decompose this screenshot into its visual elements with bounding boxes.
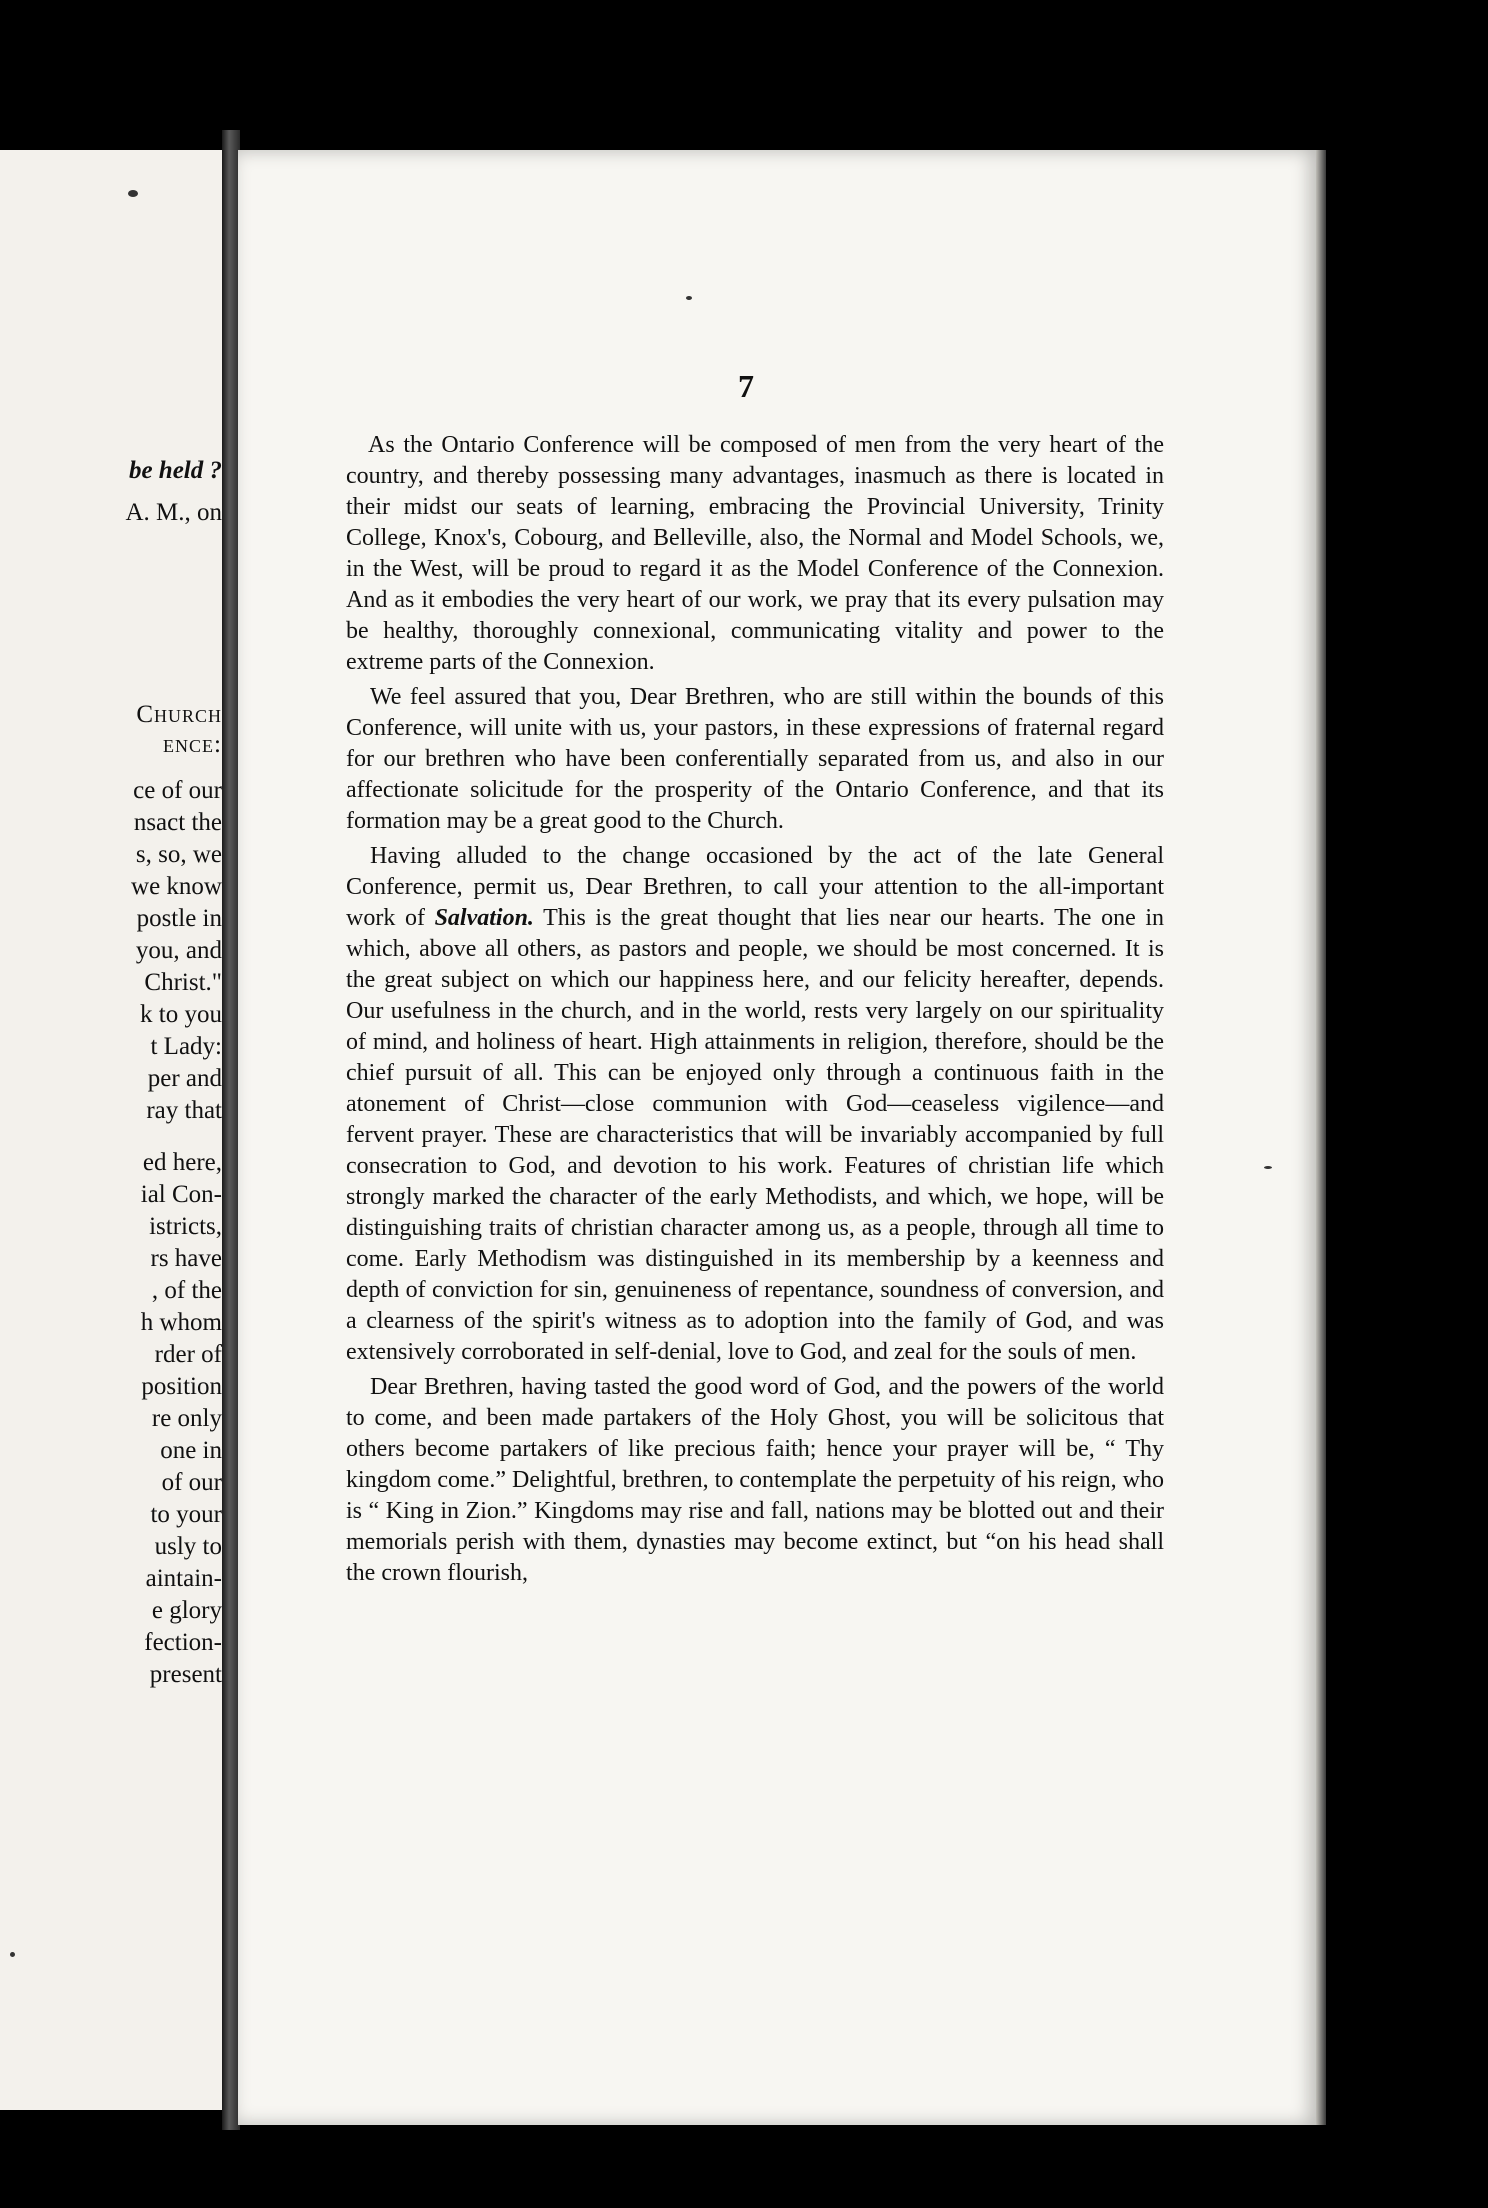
left-page-line: postle in [136, 905, 222, 932]
left-page-line: nsact the [133, 809, 222, 836]
left-page-line: istricts, [149, 1213, 222, 1240]
left-page-line: e glory [151, 1597, 222, 1624]
left-page-line: fection- [144, 1629, 222, 1656]
paragraph-salvation-intro: Having alluded to the change occasioned by the act of the late General Conference, permit us, Dear Brethren, to call your attention to the all-important work of [346, 843, 1164, 931]
left-page-line: usly to [154, 1533, 222, 1560]
left-page-line: present [149, 1661, 222, 1688]
left-page-line: ed here, [142, 1149, 222, 1176]
left-page-line: , of the [151, 1277, 222, 1304]
left-page-line: per and [147, 1065, 222, 1092]
left-page-line: of our [161, 1469, 222, 1496]
salvation-emphasis: Salvation. [434, 905, 534, 931]
page-edge-shadow [1316, 150, 1326, 2125]
page-number: 7 [738, 368, 754, 404]
left-page-line: rs have [150, 1245, 222, 1272]
left-page-line: ial Con- [140, 1181, 222, 1208]
scan-speck [10, 1952, 15, 1957]
scan-speck [686, 296, 692, 300]
left-page-line: re only [151, 1405, 222, 1432]
left-page-line: to your [150, 1501, 222, 1528]
left-page-line: one in [160, 1437, 222, 1464]
paragraph-salvation [346, 841, 1164, 1368]
paragraph-salvation-body: This is the great thought that lies near our hearts. The one in which, above all others, as pastors and people, we should be most concerned. It is the great subject on which our happiness here, and our felicity hereafter, depends. Our usefulness in the church, and in the world, rests very largely on our spirituality of mind, and holiness of heart. High attainments in religion, therefore, should be the chief pursuit of all. This can be enjoyed only through a continuous faith in the atonement of Christ—close communion with God—ceaseless vigilence—and fervent prayer. These are characteristics that will be invariably accompanied by full consecration to God, and devotion to his work. Features of christian life which strongly marked the character of the early Methodists, and which, we hope, will be distinguishing traits of christian character among us, as a people, through all time to come. Early Methodism was distinguished in its membership by a keenness and depth of conviction for sin, genuineness of repentance, soundness of conversion, and a clearness of the spirit's witness as to adoption into the family of God, and was extensively corroborated in self-denial, love to God, and zeal for the souls of men. [346, 905, 1165, 1365]
left-page-line: ence: [163, 731, 222, 758]
left-page-line: position [141, 1373, 222, 1400]
left-page-line: be held ? [128, 457, 222, 484]
left-page-line: Church [136, 701, 222, 728]
left-page-line: Christ." [144, 969, 222, 996]
left-page-line: aintain- [145, 1565, 222, 1592]
left-page-line: you, and [135, 937, 222, 964]
left-page-line: A. M., on [125, 499, 222, 526]
left-page-line: s, so, we [135, 841, 222, 868]
scan-speck [1264, 1166, 1272, 1169]
left-page-line: ce of our [133, 777, 222, 804]
left-facing-page [0, 150, 222, 2110]
paragraph-ontario-conference: As the Ontario Conference will be composed of men from the very heart of the country, and thereby possessing many advantages, inasmuch as there is located in their midst our seats of learning, embracing the Provincial University, Trinity College, Knox's, Cobourg, and Belleville, also, the Normal and Model Schools, we, in the West, will be proud to regard it as the Model Conference of the Connexion. And as it embodies the very heart of our work, we pray that its every pulsation may be healthy, thoroughly connexional, communicating vitality and power to the extreme parts of the Connexion. [346, 432, 1164, 675]
left-page-line: rder of [154, 1341, 222, 1368]
left-page-line: ray that [146, 1097, 222, 1124]
left-page-line: k to you [140, 1001, 222, 1028]
left-page-line: we know [131, 873, 222, 900]
paragraph-assured: We feel assured that you, Dear Brethren, who are still within the bounds of this Conference, will unite with us, your pastors, in these expressions of fraternal regard for our brethren who have been conferentially separated from us, and also in our affectionate solicitude for the prosperity of the Ontario Conference, and that its formation may be a great good to the Church. [346, 684, 1164, 834]
paragraph-dear-brethren: Dear Brethren, having tasted the good word of God, and the powers of the world to come, and been made partakers of the Holy Ghost, you will be solicitous that others become partakers of like precious faith; hence your prayer will be, “ Thy kingdom come.” Delightful, brethren, to contemplate the perpetuity of his reign, who is “ King in Zion.” Kingdoms may rise and fall, nations may be blotted out and their memorials perish with them, dynasties may become extinct, but “on his head shall the crown flourish, [346, 1374, 1164, 1586]
body-text [346, 430, 1164, 1593]
left-page-line: t Lady: [150, 1033, 222, 1060]
left-page-line: h whom [140, 1309, 222, 1336]
scan-speck [128, 190, 138, 197]
